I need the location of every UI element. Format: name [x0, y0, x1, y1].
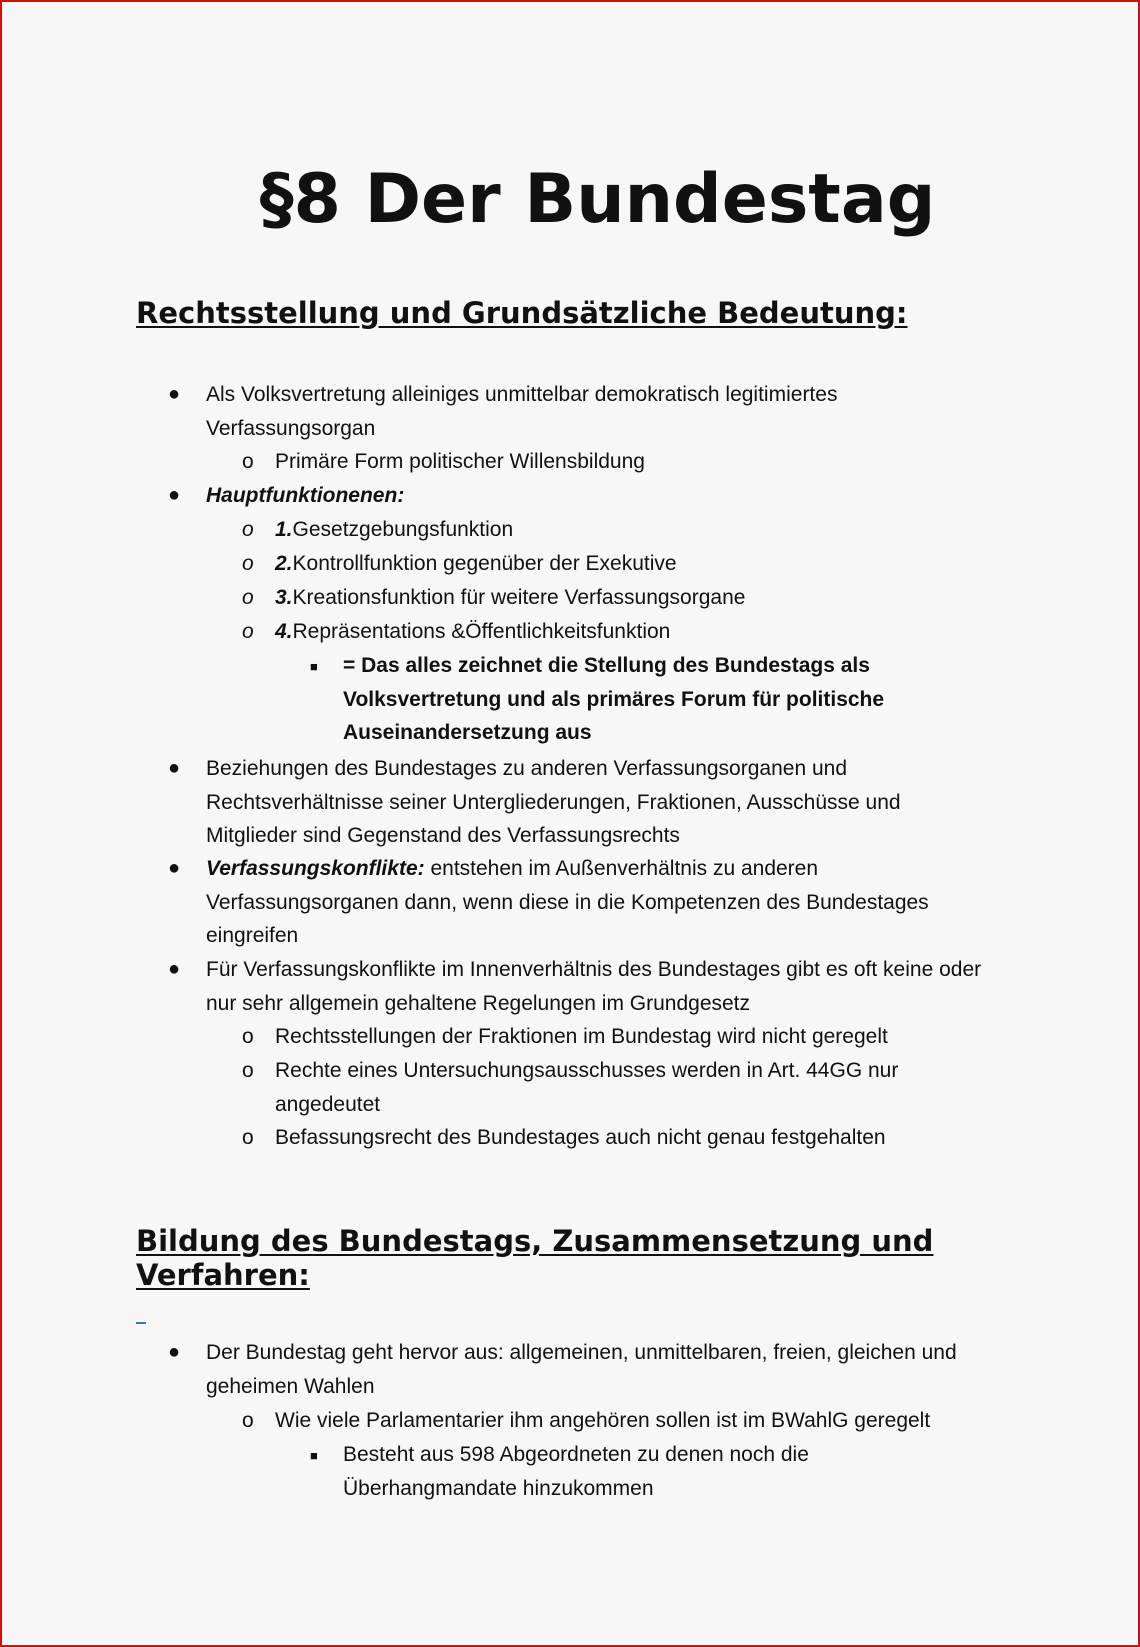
- section-heading-bildung: Bildung des Bundestags, Zusammensetzung und Verfahren:: [136, 1224, 934, 1292]
- circle-bullet-icon: o: [242, 518, 254, 541]
- circle-bullet-icon: o: [242, 1126, 254, 1149]
- bullet-icon: ●: [168, 383, 181, 405]
- list-item: o Rechtsstellungen der Fraktionen im Bundestag wird nicht geregelt: [275, 1020, 995, 1054]
- list-item: ● Als Volksvertretung alleiniges unmittelbar demokratisch legitimiertes Verfassungsorgan: [206, 378, 996, 445]
- list-item: o 2.Kontrollfunktion gegenüber der Exekutive: [275, 547, 995, 581]
- circle-bullet-icon: o: [242, 620, 254, 643]
- page-title: §8 Der Bundestag: [259, 160, 936, 239]
- circle-bullet-icon: o: [242, 450, 254, 473]
- circle-bullet-icon: o: [242, 1025, 254, 1048]
- list-item: o Wie viele Parlamentarier ihm angehören sollen ist im BWahlG geregelt: [275, 1404, 995, 1438]
- list-item: ● Beziehungen des Bundestages zu anderen Verfassungsorganen und Rechtsverhältnisse seiner Untergliederungen, Fraktionen, Ausschüsse und Mitglieder sind Gegenstand des Verfassungsrechts: [206, 752, 996, 853]
- list-item: o Primäre Form politischer Willensbildung: [275, 445, 995, 479]
- square-bullet-icon: ■: [310, 659, 318, 674]
- list-item: o Rechte eines Untersuchungsausschusses werden in Art. 44GG nur angedeutet: [275, 1054, 995, 1121]
- list-item: ● Hauptfunktionenen:: [206, 479, 996, 513]
- circle-bullet-icon: o: [242, 1409, 254, 1432]
- bullet-icon: ●: [168, 484, 181, 506]
- circle-bullet-icon: o: [242, 552, 254, 575]
- square-bullet-icon: ■: [310, 1448, 318, 1463]
- list-item: o Befassungsrecht des Bundestages auch nicht genau festgehalten: [275, 1121, 995, 1155]
- bullet-icon: ●: [168, 1341, 181, 1363]
- list-item: ● Verfassungskonflikte: entstehen im Außenverhältnis zu anderen Verfassungsorganen dann, wenn diese in die Kompetenzen des Bundestages eingreifen: [206, 852, 996, 953]
- list-item: ● Der Bundestag geht hervor aus: allgemeinen, unmittelbaren, freien, gleichen und geheimen Wahlen: [206, 1336, 996, 1403]
- list-item: o 1.Gesetzgebungsfunktion: [275, 513, 995, 547]
- list-item: o 4.Repräsentations &Öffentlichkeitsfunktion: [275, 615, 995, 649]
- list-item: ■ Besteht aus 598 Abgeordneten zu denen noch die Überhangmandate hinzukommen: [343, 1438, 903, 1505]
- list-item: ● Für Verfassungskonflikte im Innenverhältnis des Bundestages gibt es oft keine oder nur sehr allgemein gehaltene Regelungen im Grundgesetz: [206, 953, 996, 1020]
- bullet-icon: ●: [168, 757, 181, 779]
- list-item: o 3.Kreationsfunktion für weitere Verfassungsorgane: [275, 581, 995, 615]
- bullet-icon: ●: [168, 857, 181, 879]
- list-item: ■ = Das alles zeichnet die Stellung des Bundestags als Volksvertretung und als primäres Forum für politische Auseinandersetzung aus: [343, 649, 903, 750]
- bullet-icon: ●: [168, 958, 181, 980]
- section-heading-rechtsstellung: Rechtsstellung und Grundsätzliche Bedeutung:: [136, 296, 908, 330]
- circle-bullet-icon: o: [242, 1059, 254, 1082]
- circle-bullet-icon: o: [242, 586, 254, 609]
